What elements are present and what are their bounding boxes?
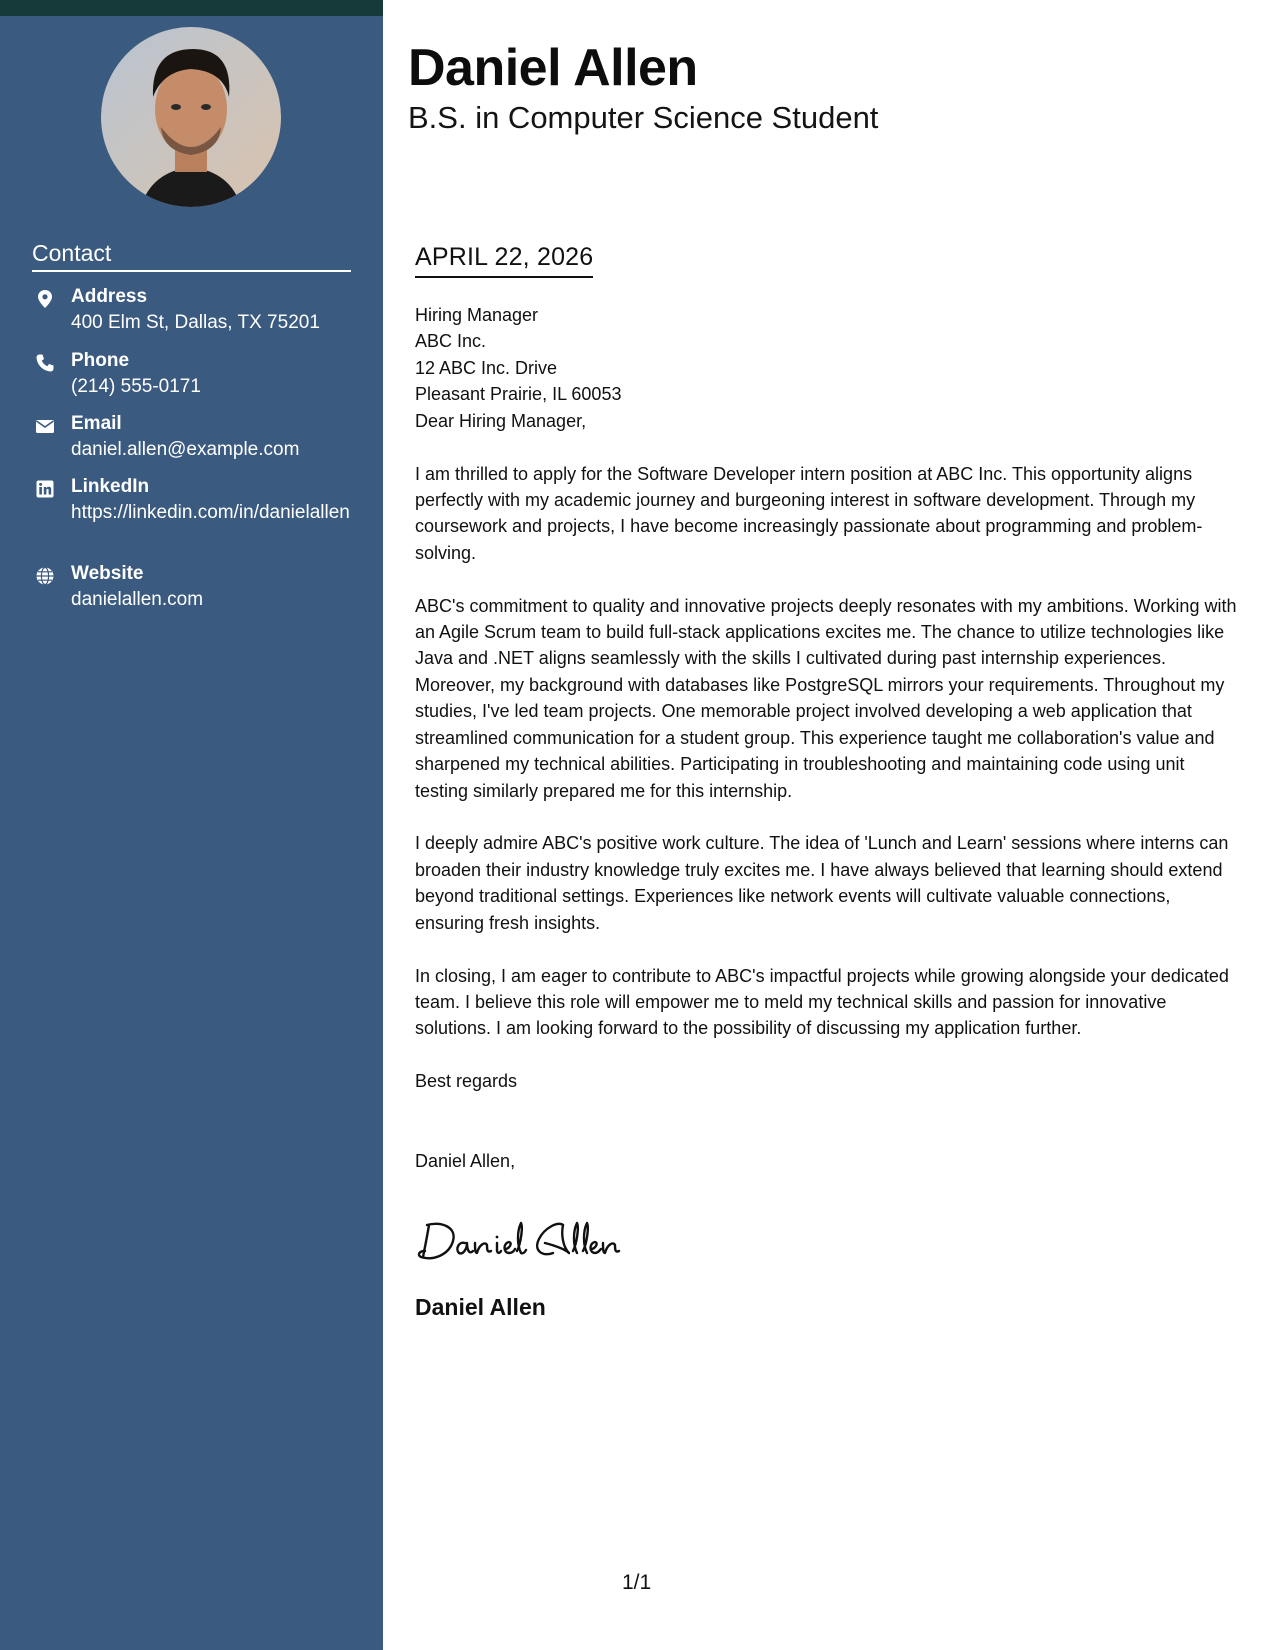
contact-email — [32, 413, 352, 465]
email-value: daniel.allen@example.com — [71, 439, 300, 460]
sidebar — [0, 0, 383, 1650]
letter-paragraph: In closing, I am eager to contribute to ABC's impactful projects while growing alongside your dedicated team. I believe this role will empower me to meld my technical skills and passion for innovative solutions. I am looking forward to the possibility of discussing my application further. — [415, 965, 1229, 1039]
applicant-name: Daniel Allen — [408, 39, 698, 97]
letter-paragraph: I am thrilled to apply for the Software Developer intern position at ABC Inc. This opportunity aligns perfectly with my academic journey and burgeoning interest in software development. Through my coursework and projects, I have become increasingly passionate about programming and problem-solving. — [415, 463, 1203, 563]
contact-address — [32, 286, 352, 338]
letter-date: APRIL 22, 2026 — [415, 243, 593, 278]
website-label: Website — [71, 563, 144, 584]
sidebar-top-bar — [0, 0, 383, 16]
map-pin-icon — [35, 289, 55, 309]
phone-label: Phone — [71, 350, 130, 371]
applicant-title: B.S. in Computer Science Student — [408, 100, 879, 135]
envelope-icon — [35, 416, 55, 436]
letter-paragraph: I deeply admire ABC's positive work culture. The idea of 'Lunch and Learn' sessions where interns can broaden their industry knowledge truly excites me. I have always believed that learning should extend beyond traditional settings. Experiences like network events will cultivate valuable connections, ensuring fresh insights. — [415, 833, 1229, 933]
handwritten-signature — [413, 1213, 623, 1269]
letter-paragraph: ABC's commitment to quality and innovative projects deeply resonates with my ambitions. Working with an Agile Scrum team to build full-stack applications excites me. The chance to utilize technologies like Java and .NET aligns seamlessly with the skills I cultivated during past internship experiences. Moreover, my background with databases like PostgreSQL mirrors your requirements. Throughout my studies, I've led team projects. One memorable project involved developing a web application that streamlined communication for a student group. This experience taught me collaboration's value and sharpened my technical abilities. Participating in troubleshooting and maintaining code using unit testing similarly prepared me for this internship. — [415, 595, 1237, 801]
page-number: 1/1 — [622, 1571, 652, 1594]
linkedin-label: LinkedIn — [71, 476, 150, 497]
profile-photo — [101, 27, 281, 207]
contact-website — [32, 563, 352, 615]
linkedin-icon — [35, 479, 55, 499]
contact-phone — [32, 350, 352, 402]
recipient-line: Pleasant Prairie, IL 60053 — [415, 384, 622, 405]
phone-icon — [35, 353, 55, 373]
closing: Best regards — [415, 1071, 518, 1092]
letter-body — [415, 302, 1241, 1174]
address-label: Address — [71, 286, 148, 307]
phone-value: (214) 555-0171 — [71, 376, 201, 397]
globe-icon — [35, 566, 55, 586]
salutation: Dear Hiring Manager, — [415, 410, 587, 431]
signoff-name: Daniel Allen, — [415, 1150, 516, 1171]
address-value: 400 Elm St, Dallas, TX 75201 — [71, 312, 320, 333]
contact-heading: Contact — [32, 240, 351, 272]
recipient-line: Hiring Manager — [415, 305, 539, 325]
recipient-line: 12 ABC Inc. Drive — [415, 357, 558, 378]
email-label: Email — [71, 413, 122, 434]
printed-name: Daniel Allen — [415, 1294, 546, 1320]
website-value[interactable]: danielallen.com — [71, 589, 204, 610]
contact-linkedin — [32, 476, 352, 552]
linkedin-value[interactable]: https://linkedin.com/in/danielallen — [71, 502, 350, 523]
recipient-line: ABC Inc. — [415, 331, 487, 352]
